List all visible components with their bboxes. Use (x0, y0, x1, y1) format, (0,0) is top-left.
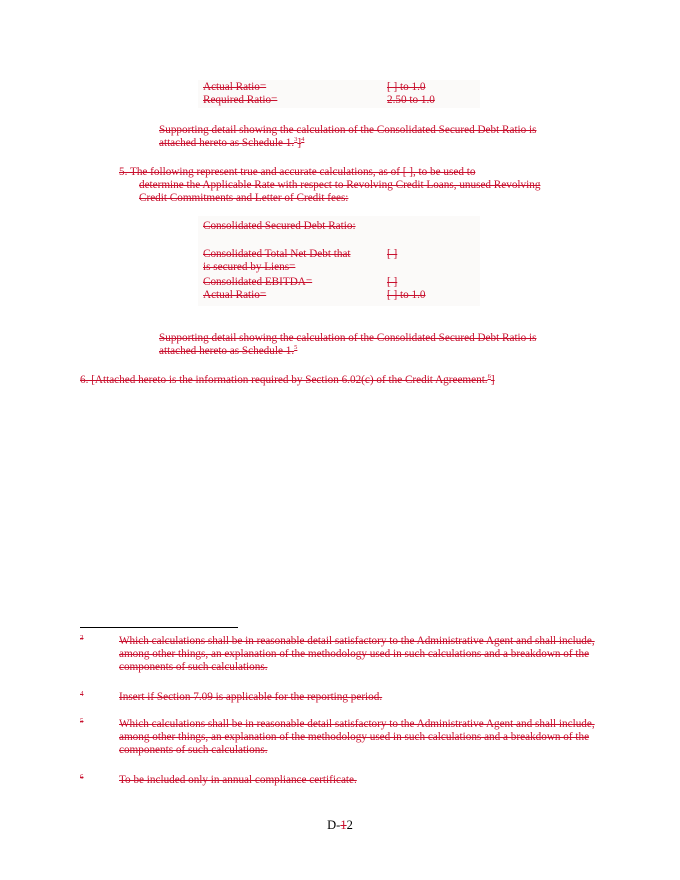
required-ratio-value: 2.50 to 1.0 (387, 94, 435, 106)
actual-ratio-2-label: Actual Ratio= (203, 289, 267, 301)
net-debt-label-line2: is secured by Liens= (203, 261, 296, 273)
page-number-deleted: 1 (340, 818, 347, 832)
footnote-ref-4: 4 (301, 136, 305, 143)
net-debt-value: [ ] (387, 248, 398, 260)
item-6-text: 6. [Attached hereto is the information required by Section 6.02(c) of the Credit Agreement. (80, 374, 488, 386)
supporting-detail-1-text: attached hereto as Schedule 1. (159, 137, 295, 149)
footnote-4-mark: 4 (80, 690, 84, 698)
ebitda-value: [ ] (387, 276, 398, 288)
footnote-3-mark: 3 (80, 634, 84, 642)
footnote-5-mark: 5 (80, 717, 84, 725)
secured-debt-ratio-heading: Consolidated Secured Debt Ratio: (203, 220, 356, 232)
actual-ratio-2-value: [ ] to 1.0 (387, 289, 426, 301)
supporting-detail-1-line1: Supporting detail showing the calculation of the Consolidated Secured Debt Ratio is (159, 124, 537, 136)
item-6 (80, 374, 495, 386)
item-6-bracket-close: ] (490, 374, 495, 386)
bracket-close: ] (297, 137, 302, 149)
net-debt-label-line1: Consolidated Total Net Debt that (203, 248, 351, 260)
page-number (0, 818, 680, 833)
supporting-detail-2-text: attached hereto as Schedule 1. (159, 345, 295, 357)
footnote-separator (80, 627, 238, 628)
footnote-ref-5: 5 (294, 344, 298, 351)
page-number-current: 2 (346, 818, 353, 832)
ebitda-label: Consolidated EBITDA= (203, 276, 313, 288)
required-ratio-label: Required Ratio= (203, 94, 278, 106)
footnote-6-text: To be included only in annual compliance certificate. (119, 774, 357, 786)
item-5-line1: 5. The following represent true and accurate calculations, as of [ ], to be used to (119, 166, 476, 178)
item-5-line2: determine the Applicable Rate with respect to Revolving Credit Loans, unused Revolving (139, 179, 541, 191)
footnote-6-mark: 6 (80, 773, 84, 781)
ratio-table-1 (198, 80, 480, 108)
item-5-line3: Credit Commitments and Letter of Credit fees: (139, 192, 349, 204)
supporting-detail-2-line1: Supporting detail showing the calculation of the Consolidated Secured Debt Ratio is (159, 332, 537, 344)
footnote-5-text: Which calculations shall be in reasonable detail satisfactory to the Administrative Agent and shall include, among other things, an explanation of the methodology used in such calculations and a breakdown of the components of such calculations. (119, 718, 595, 756)
actual-ratio-label: Actual Ratio= (203, 81, 267, 93)
actual-ratio-value: [ ] to 1.0 (387, 81, 426, 93)
footnote-4-text: Insert if Section 7.09 is applicable for the reporting period. (119, 691, 383, 703)
ratio-table-2 (198, 216, 480, 306)
page-number-prefix: D- (327, 818, 341, 832)
footnote-ref-3: 3 (294, 136, 298, 143)
footnote-3-text: Which calculations shall be in reasonable detail satisfactory to the Administrative Agent and shall include, among other things, an explanation of the methodology used in such calculations and a breakdown of the components of such calculations. (119, 635, 595, 673)
supporting-detail-2-line2 (159, 345, 297, 357)
supporting-detail-1-line2 (159, 137, 304, 149)
footnote-ref-6: 6 (487, 373, 491, 380)
